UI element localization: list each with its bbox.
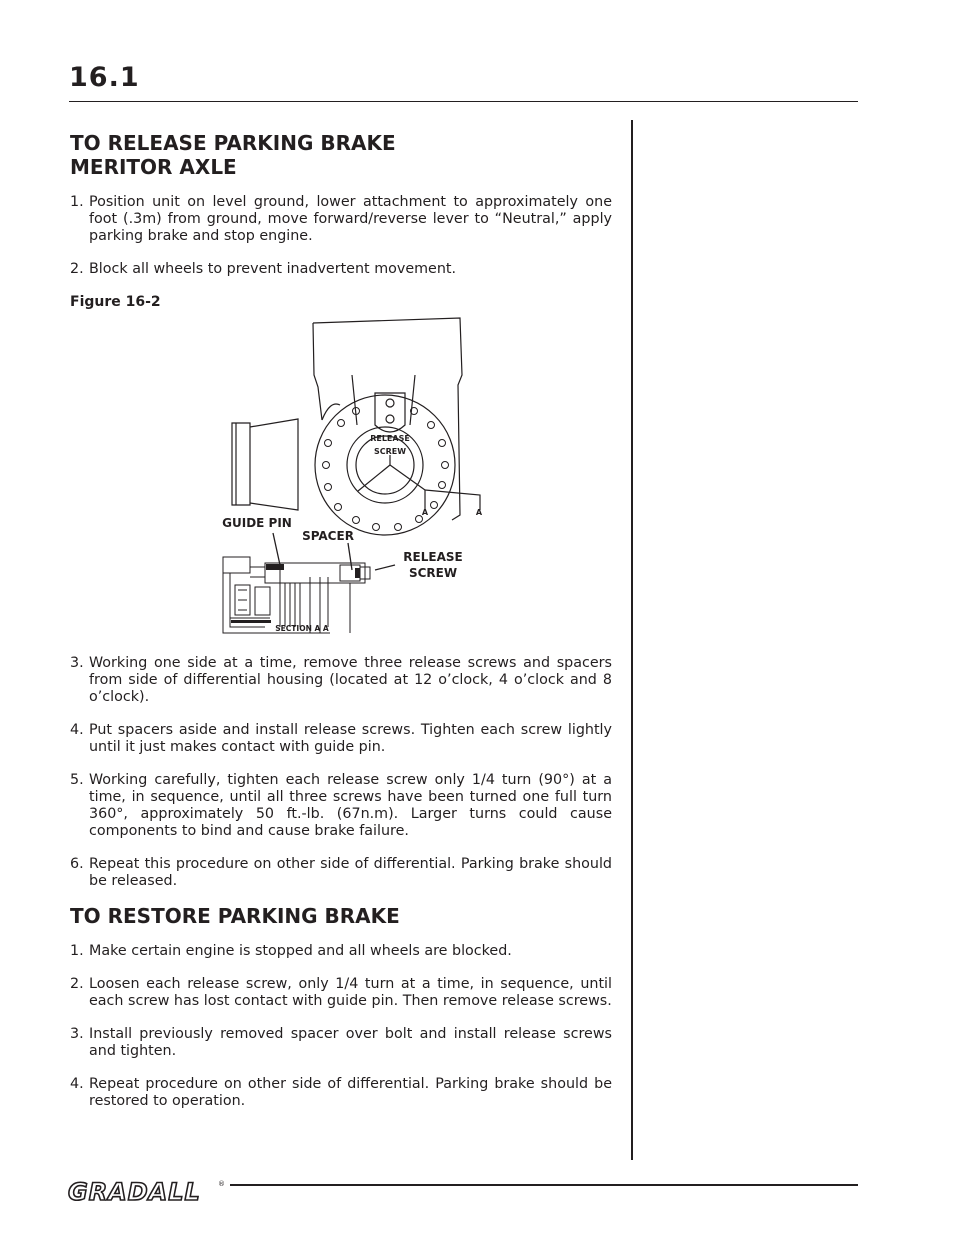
- release-step-6: [70, 856, 612, 890]
- release-step-1: [70, 194, 612, 245]
- figure-label: Figure 16-2: [70, 294, 161, 310]
- release-step-2: [70, 261, 612, 278]
- step-number: 3.: [70, 1026, 84, 1042]
- step-number: 2.: [70, 261, 84, 277]
- release-title-line1: TO RELEASE PARKING BRAKE: [70, 131, 396, 155]
- step-text: Position unit on level ground, lower attachment to approximately one foot (.3m) from ground, move forward/reverse lever to “Neutral,” apply parking brake and stop engine.: [89, 194, 612, 244]
- step-text: Install previously removed spacer over bolt and install release screws and tighten.: [89, 1026, 612, 1059]
- gradall-logo-text: GRADALL: [68, 1178, 201, 1206]
- header-rule: [69, 101, 858, 102]
- release-step-3: [70, 655, 612, 706]
- step-text: Block all wheels to prevent inadvertent movement.: [89, 261, 457, 277]
- release-step-4: [70, 722, 612, 756]
- step-number: 5.: [70, 772, 84, 788]
- step-number: 1.: [70, 943, 84, 959]
- release-screw-label-2: SCREW: [408, 566, 458, 580]
- column-divider: [631, 120, 633, 1160]
- restore-step-1: [70, 943, 612, 960]
- restore-steps-list: [70, 943, 612, 1110]
- section-aa-label: SECTION A A: [275, 624, 329, 633]
- step-number: 6.: [70, 856, 84, 872]
- registered-mark: ®: [218, 1180, 225, 1188]
- section-number: 16.1: [69, 62, 140, 93]
- step-text: Working carefully, tighten each release screw only 1/4 turn (90°) at a time, in sequence, until all three screws have been turned one full turn 360°, approximately 50 ft.-lb. (67n.m). Larger turns could cause components to bind and cause brake failure.: [89, 772, 612, 839]
- step-text: Make certain engine is stopped and all wheels are blocked.: [89, 943, 512, 959]
- step-number: 1.: [70, 194, 84, 210]
- gradall-logo: [66, 1176, 226, 1208]
- release-screw-label-1: RELEASE: [403, 550, 463, 564]
- release-steps-list: [70, 194, 612, 278]
- footer-rule: [230, 1184, 858, 1186]
- brake-diagram-figure: [210, 315, 500, 640]
- step-text: Repeat this procedure on other side of differential. Parking brake should be released.: [89, 856, 612, 889]
- step-number: 4.: [70, 1076, 84, 1092]
- spacer-label: SPACER: [302, 529, 354, 543]
- step-number: 4.: [70, 722, 84, 738]
- step-number: 3.: [70, 655, 84, 671]
- step-text: Loosen each release screw, only 1/4 turn at a time, in sequence, until each screw has lost contact with guide pin. Then remove release screws.: [89, 976, 612, 1009]
- release-step-5: [70, 772, 612, 840]
- inner-release-label-2: SCREW: [373, 447, 407, 456]
- section-marker-right: A: [475, 508, 483, 517]
- step-text: Repeat procedure on other side of differential. Parking brake should be restored to operation.: [89, 1076, 612, 1109]
- restore-step-3: [70, 1026, 612, 1060]
- inner-release-label-1: RELEASE: [370, 434, 410, 443]
- brake-diagram: [210, 315, 500, 640]
- restore-title: TO RESTORE PARKING BRAKE: [70, 904, 400, 928]
- step-number: 2.: [70, 976, 84, 992]
- release-steps-continued: [70, 655, 612, 890]
- restore-step-4: [70, 1076, 612, 1110]
- guide-pin-label: GUIDE PIN: [222, 516, 292, 530]
- step-text: Put spacers aside and install release screws. Tighten each screw lightly until it just makes contact with guide pin.: [89, 722, 612, 755]
- restore-step-2: [70, 976, 612, 1010]
- step-text: Working one side at a time, remove three release screws and spacers from side of differential housing (located at 12 o’clock, 4 o’clock and 8 o’clock).: [89, 655, 612, 705]
- section-marker-left: A: [421, 508, 429, 517]
- release-title-line2: MERITOR AXLE: [70, 155, 237, 179]
